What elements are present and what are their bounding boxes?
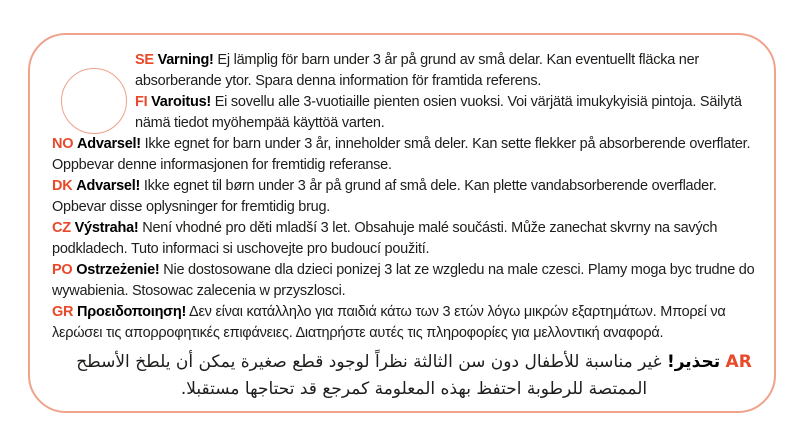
warnings-group-mid (52, 134, 768, 302)
language-code: SE (135, 52, 154, 68)
warning-text: Nie dostosowane dla dzieci ponizej 3 lat ze wzgledu na male czesci. Plamy moga byc trudne do wywabienia. Stosowac zalecenia w przyszlosci. (52, 262, 755, 299)
warnings-text-area (52, 50, 768, 403)
warnings-group-arabic (52, 349, 768, 403)
warning-title: Advarsel! (76, 178, 141, 194)
warning-item-no (52, 134, 768, 176)
language-code: GR (52, 304, 74, 320)
warnings-group-top (135, 50, 768, 134)
warning-text: Ikke egnet for barn under 3 år, inneholder små deler. Kan sette flekker på absorberende overflater. Oppbevar denne informasjonen for fremtidig referanse. (52, 136, 751, 173)
top-row (52, 50, 768, 134)
warning-title: تحذير! (666, 352, 721, 372)
warning-title: Ostrzeżenie! (76, 262, 160, 278)
warning-text: Není vhodné pro děti mladší 3 let. Obsahuje malé součásti. Může zanechat skvrny na savých podkladech. Tuto informaci si uschovejte pro budoucí použití. (52, 220, 718, 257)
hole-spacer (52, 50, 135, 134)
warning-title: Varning! (157, 52, 214, 68)
warning-item-se (135, 50, 768, 92)
warning-text: Ikke egnet til børn under 3 år på grund af små dele. Kan plette vandabsorberende overflader. Opbevar disse oplysninger for fremtidig brug. (52, 178, 717, 215)
warning-item-cz (52, 218, 768, 260)
warning-text: Δεν είναι κατάλληλο για παιδιά κάτω των 3 ετών λόγω μικρών εξαρτημάτων. Μπορεί να λερώσει τις απορροφητικές επιφάνειες. Διατηρήστε αυτές τις πληροφορίες για μελλοντική αναφορά. (52, 304, 726, 341)
language-code: AR (725, 352, 752, 372)
warning-item-dk (52, 176, 768, 218)
warning-text: Ei sovellu alle 3-vuotiaille pienten osien vuoksi. Voi värjätä imukykyisiä pintoja. Säilytä nämä tiedot myöhempää käyttöä varten. (135, 94, 742, 131)
warning-text: غير مناسبة للأطفال دون سن الثالثة نظراً لوجود قطع صغيرة يمكن أن يلطخ الأسطح الممتصة للرطوبة احتفظ بهذه المعلومة كمرجع قد تحتاجها مستقبلا. (76, 352, 662, 399)
warning-item-po (52, 260, 768, 302)
language-code: PO (52, 262, 73, 278)
language-code: CZ (52, 220, 71, 236)
warning-title: Προειδοποιηση! (77, 304, 187, 320)
warning-item-gr (52, 302, 768, 344)
warnings-group-bottom (52, 302, 768, 344)
warning-label-card (28, 33, 776, 413)
language-code: FI (135, 94, 148, 110)
warning-item-ar (52, 349, 768, 403)
language-code: NO (52, 136, 74, 152)
warning-item-fi (135, 92, 768, 134)
language-code: DK (52, 178, 73, 194)
warning-title: Výstraha! (74, 220, 139, 236)
warning-text: Ej lämplig för barn under 3 år på grund av små delar. Kan eventuellt fläcka ner absorberande ytor. Spara denna information för framtida referens. (135, 52, 700, 89)
warning-title: Varoitus! (151, 94, 211, 110)
warning-title: Advarsel! (77, 136, 141, 152)
